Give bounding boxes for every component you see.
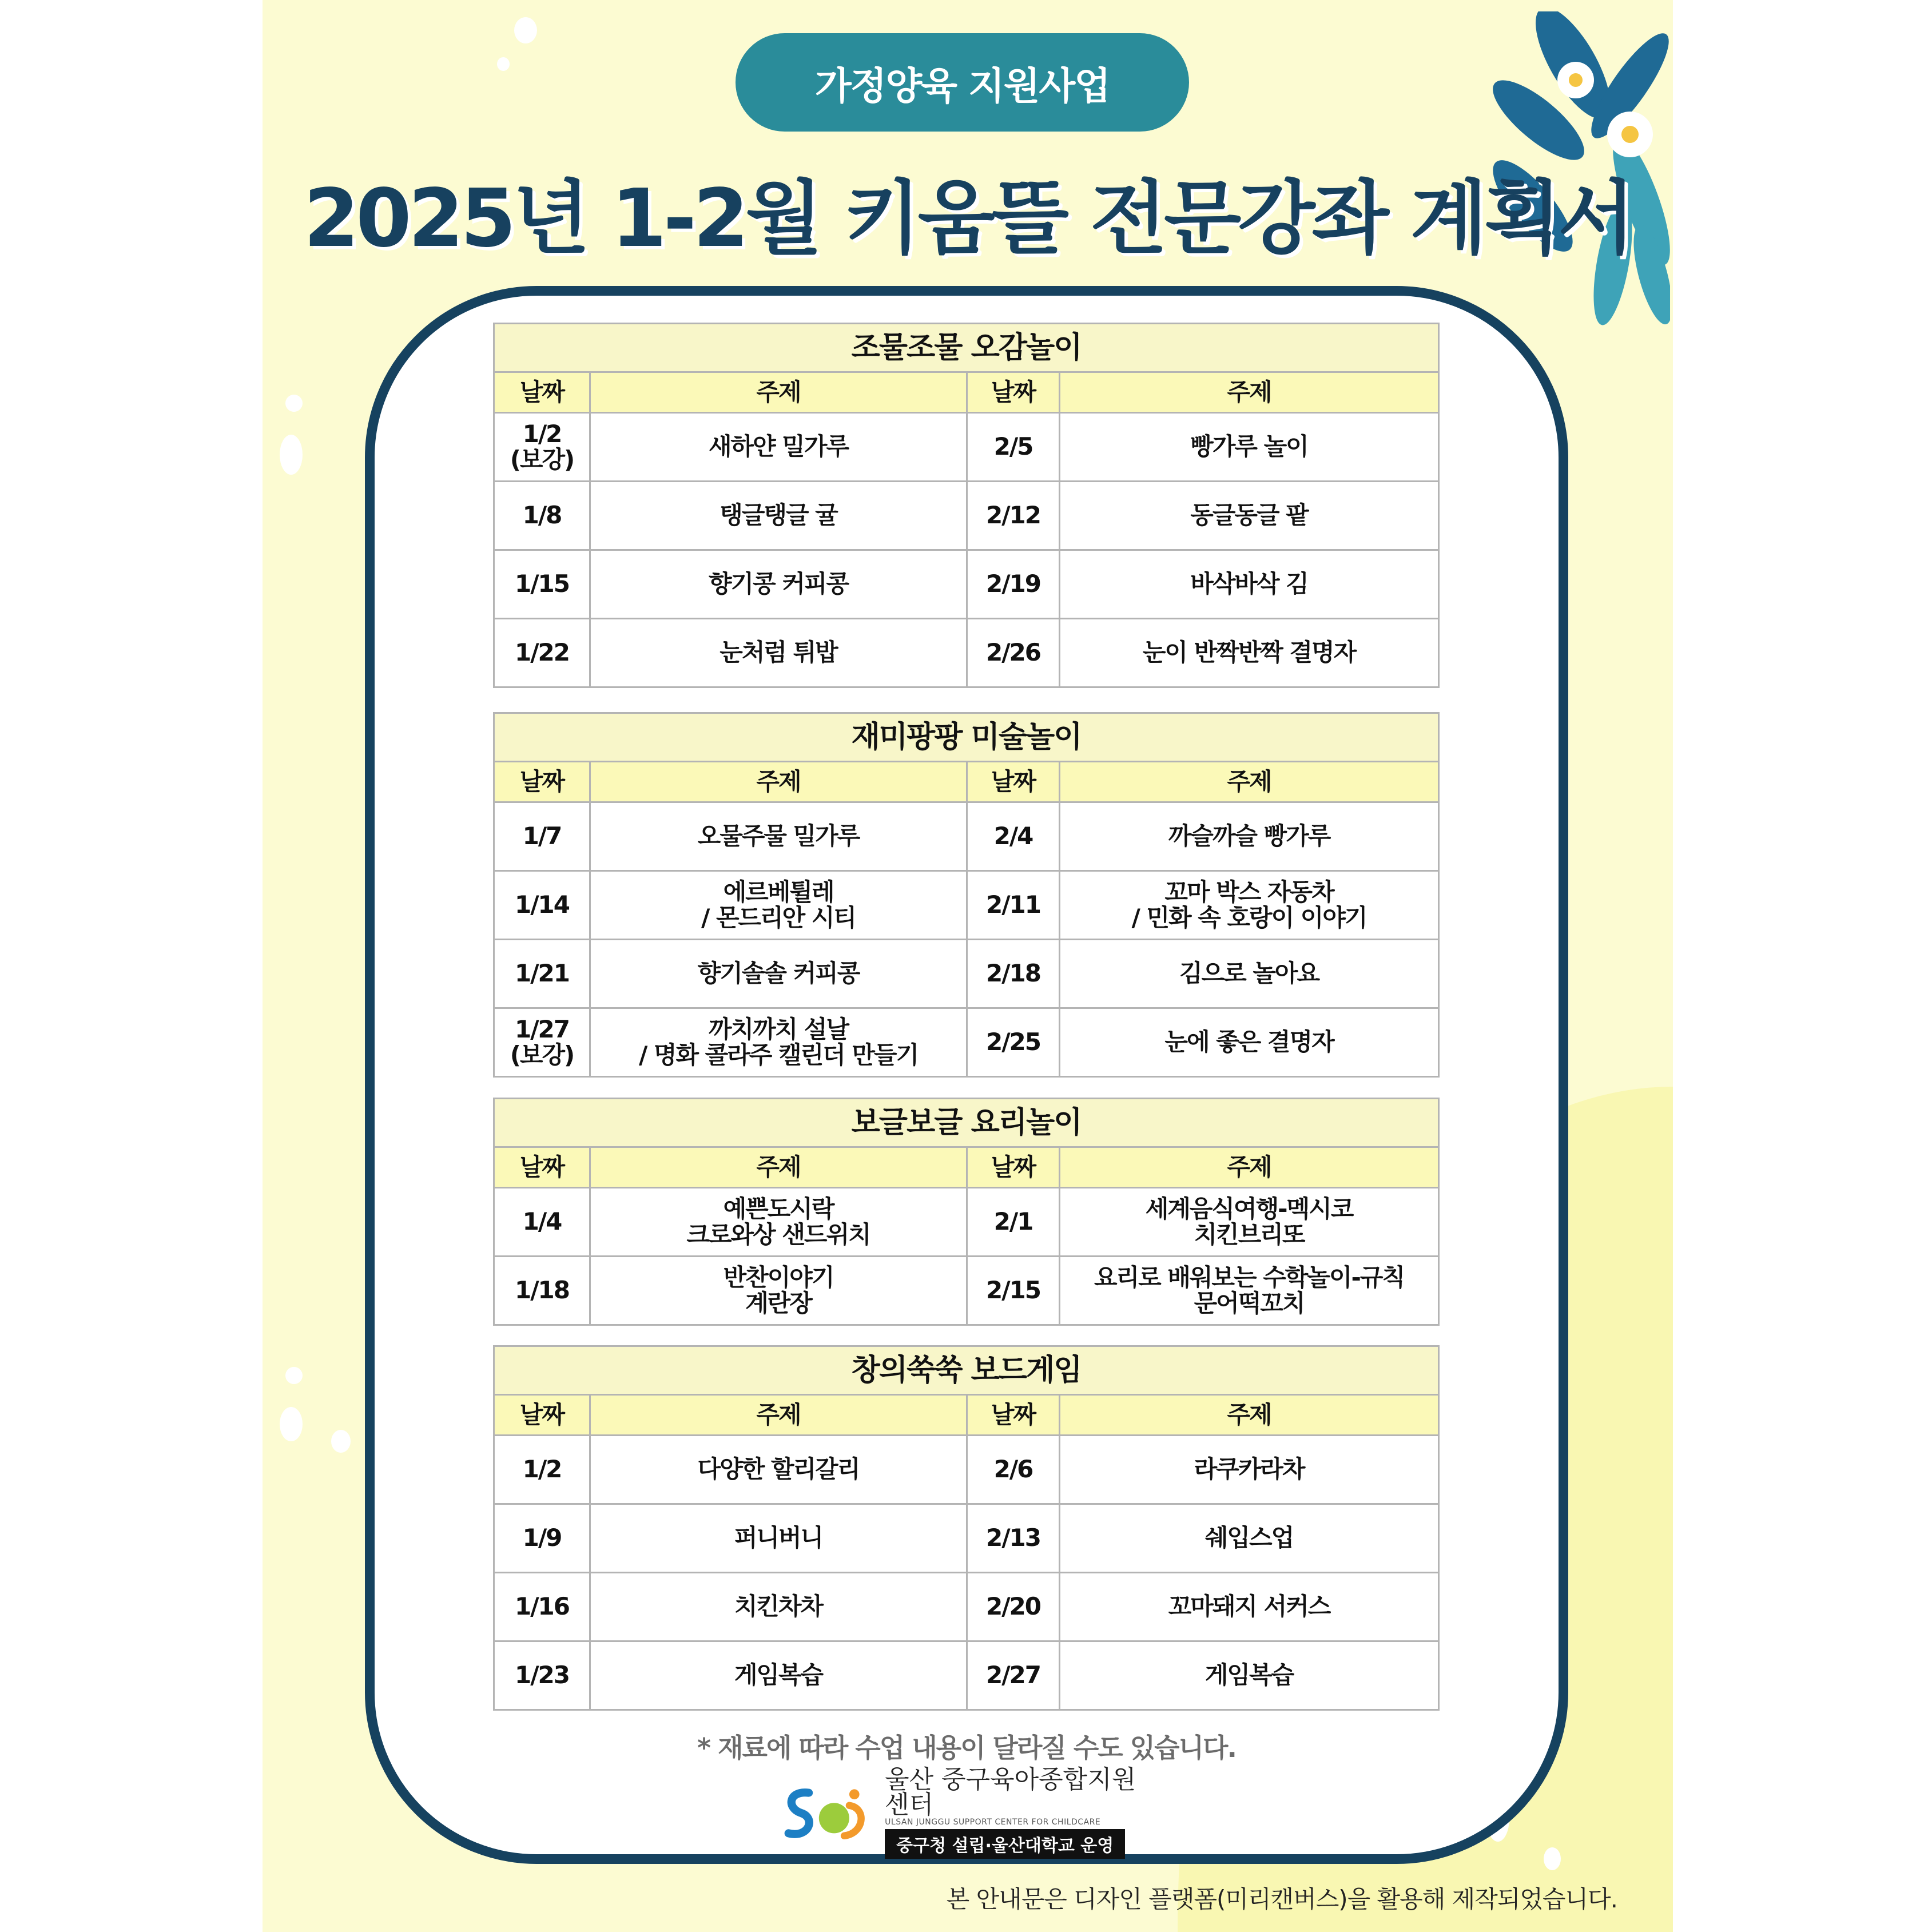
table-row [494,871,1439,940]
program-badge: 가정양육 지원사업 [736,33,1189,132]
column-header-date: 날짜 [494,372,590,413]
table-row [494,940,1439,1008]
date-cell: 1/14 [494,871,590,940]
date-cell: 2/11 [967,871,1060,940]
table-row [494,619,1439,687]
column-header-date: 날짜 [494,762,590,802]
date-cell: 2/13 [967,1504,1060,1573]
topic-cell: 꼬마돼지 서커스 [1060,1573,1439,1641]
topic-cell: 세계음식여행-멕시코 치킨브리또 [1060,1188,1439,1257]
date-cell: 1/27 (보강) [494,1008,590,1077]
table-title-row [494,1346,1439,1395]
table-row [494,802,1439,871]
topic-cell: 예쁜도시락 크로와상 샌드위치 [590,1188,967,1257]
date-cell: 2/18 [967,940,1060,1008]
topic-cell: 까슬까슬 빵가루 [1060,802,1439,871]
column-header-date: 날짜 [494,1395,590,1436]
schedule-table [493,1098,1440,1326]
topic-cell: 반찬이야기 계란장 [590,1257,967,1325]
column-header-topic: 주제 [1060,1395,1439,1436]
decor-dot [280,435,303,475]
column-header-topic: 주제 [590,1395,967,1436]
table-row [494,550,1439,619]
table-title: 보글보글 요리놀이 [494,1099,1439,1147]
topic-cell: 까치까치 설날 / 명화 콜라주 캘린더 만들기 [590,1008,967,1077]
topic-cell: 게임복습 [590,1641,967,1710]
center-logo [778,1765,1150,1856]
topic-cell: 오물주물 밀가루 [590,802,967,871]
table-row [494,1573,1439,1641]
date-cell: 2/6 [967,1436,1060,1504]
topic-cell: 치킨차차 [590,1573,967,1641]
date-cell: 2/12 [967,482,1060,550]
decor-dot [514,17,537,43]
schedule-table [493,712,1440,1078]
date-cell: 2/4 [967,802,1060,871]
topic-cell: 꼬마 박스 자동차 / 민화 속 호랑이 이야기 [1060,871,1439,940]
topic-cell: 탱글탱글 귤 [590,482,967,550]
decor-dot [497,57,510,71]
topic-cell: 게임복습 [1060,1641,1439,1710]
date-cell: 1/15 [494,550,590,619]
column-header-topic: 주제 [590,762,967,802]
table-row [494,482,1439,550]
column-header-topic: 주제 [1060,1147,1439,1188]
topic-cell: 눈에 좋은 결명자 [1060,1008,1439,1077]
topic-cell: 쉐입스업 [1060,1504,1439,1573]
topic-cell: 향기솔솔 커피콩 [590,940,967,1008]
center-logo-icon [778,1782,874,1844]
table-row [494,413,1439,482]
date-cell: 1/23 [494,1641,590,1710]
table-header-row [494,1395,1439,1436]
table-header-row [494,372,1439,413]
topic-cell: 요리로 배워보는 수학놀이-규칙 문어떡꼬치 [1060,1257,1439,1325]
table-header-row [494,1147,1439,1188]
center-operator: 중구청 설립·울산대학교 운영 [885,1829,1125,1859]
date-cell: 1/8 [494,482,590,550]
materials-note: * 재료에 따라 수업 내용이 달라질 수도 있습니다. [697,1732,1236,1763]
date-cell: 1/2 (보강) [494,413,590,482]
date-cell: 1/22 [494,619,590,687]
table-title-row [494,324,1439,372]
date-cell: 1/7 [494,802,590,871]
column-header-topic: 주제 [1060,762,1439,802]
topic-cell: 새하얀 밀가루 [590,413,967,482]
topic-cell: 향기콩 커피콩 [590,550,967,619]
center-logo-text [885,1767,1150,1859]
column-header-topic: 주제 [590,372,967,413]
date-cell: 1/18 [494,1257,590,1325]
table-header-row [494,762,1439,802]
date-cell: 2/1 [967,1188,1060,1257]
schedule-table [493,1345,1440,1711]
topic-cell: 빵가루 놀이 [1060,413,1439,482]
footer-credit: 본 안내문은 디자인 플랫폼(미리캔버스)을 활용해 제작되었습니다. [946,1885,1617,1913]
date-cell: 2/25 [967,1008,1060,1077]
table-title-row [494,713,1439,762]
date-cell: 1/4 [494,1188,590,1257]
topic-cell: 눈이 반짝반짝 결명자 [1060,619,1439,687]
date-cell: 2/19 [967,550,1060,619]
center-name: 울산 중구육아종합지원센터 [885,1765,1136,1819]
table-title-row [494,1099,1439,1147]
date-cell: 2/27 [967,1641,1060,1710]
table-row [494,1641,1439,1710]
date-cell: 1/2 [494,1436,590,1504]
decor-dot [331,1430,351,1453]
date-cell: 2/15 [967,1257,1060,1325]
column-header-date: 날짜 [967,762,1060,802]
page-title: 2025년 1-2월 키움뜰 전문강좌 계획서 [303,172,1632,265]
topic-cell: 눈처럼 튀밥 [590,619,967,687]
date-cell: 2/26 [967,619,1060,687]
table-row [494,1188,1439,1257]
date-cell: 1/16 [494,1573,590,1641]
topic-cell: 퍼니버니 [590,1504,967,1573]
table-row [494,1257,1439,1325]
column-header-date: 날짜 [967,372,1060,413]
date-cell: 1/21 [494,940,590,1008]
column-header-topic: 주제 [1060,372,1439,413]
schedule-table [493,323,1440,688]
date-cell: 1/9 [494,1504,590,1573]
column-header-date: 날짜 [494,1147,590,1188]
decor-dot [285,1367,303,1384]
decor-dot [285,395,303,412]
column-header-topic: 주제 [590,1147,967,1188]
topic-cell: 에르베튈레 / 몬드리안 시티 [590,871,967,940]
topic-cell: 바삭바삭 김 [1060,550,1439,619]
table-row [494,1504,1439,1573]
column-header-date: 날짜 [967,1395,1060,1436]
table-title: 창의쑥쑥 보드게임 [494,1346,1439,1395]
column-header-date: 날짜 [967,1147,1060,1188]
topic-cell: 다양한 할리갈리 [590,1436,967,1504]
table-title: 재미팡팡 미술놀이 [494,713,1439,762]
date-cell: 2/5 [967,413,1060,482]
table-title: 조물조물 오감놀이 [494,324,1439,372]
topic-cell: 김으로 놀아요 [1060,940,1439,1008]
table-row [494,1008,1439,1077]
table-row [494,1436,1439,1504]
center-english-name: ULSAN JUNGGU SUPPORT CENTER FOR CHILDCARE [885,1818,1101,1827]
topic-cell: 라쿠카라차 [1060,1436,1439,1504]
decor-dot [280,1407,303,1441]
date-cell: 2/20 [967,1573,1060,1641]
topic-cell: 동글동글 팥 [1060,482,1439,550]
decor-dot [1544,1847,1561,1870]
